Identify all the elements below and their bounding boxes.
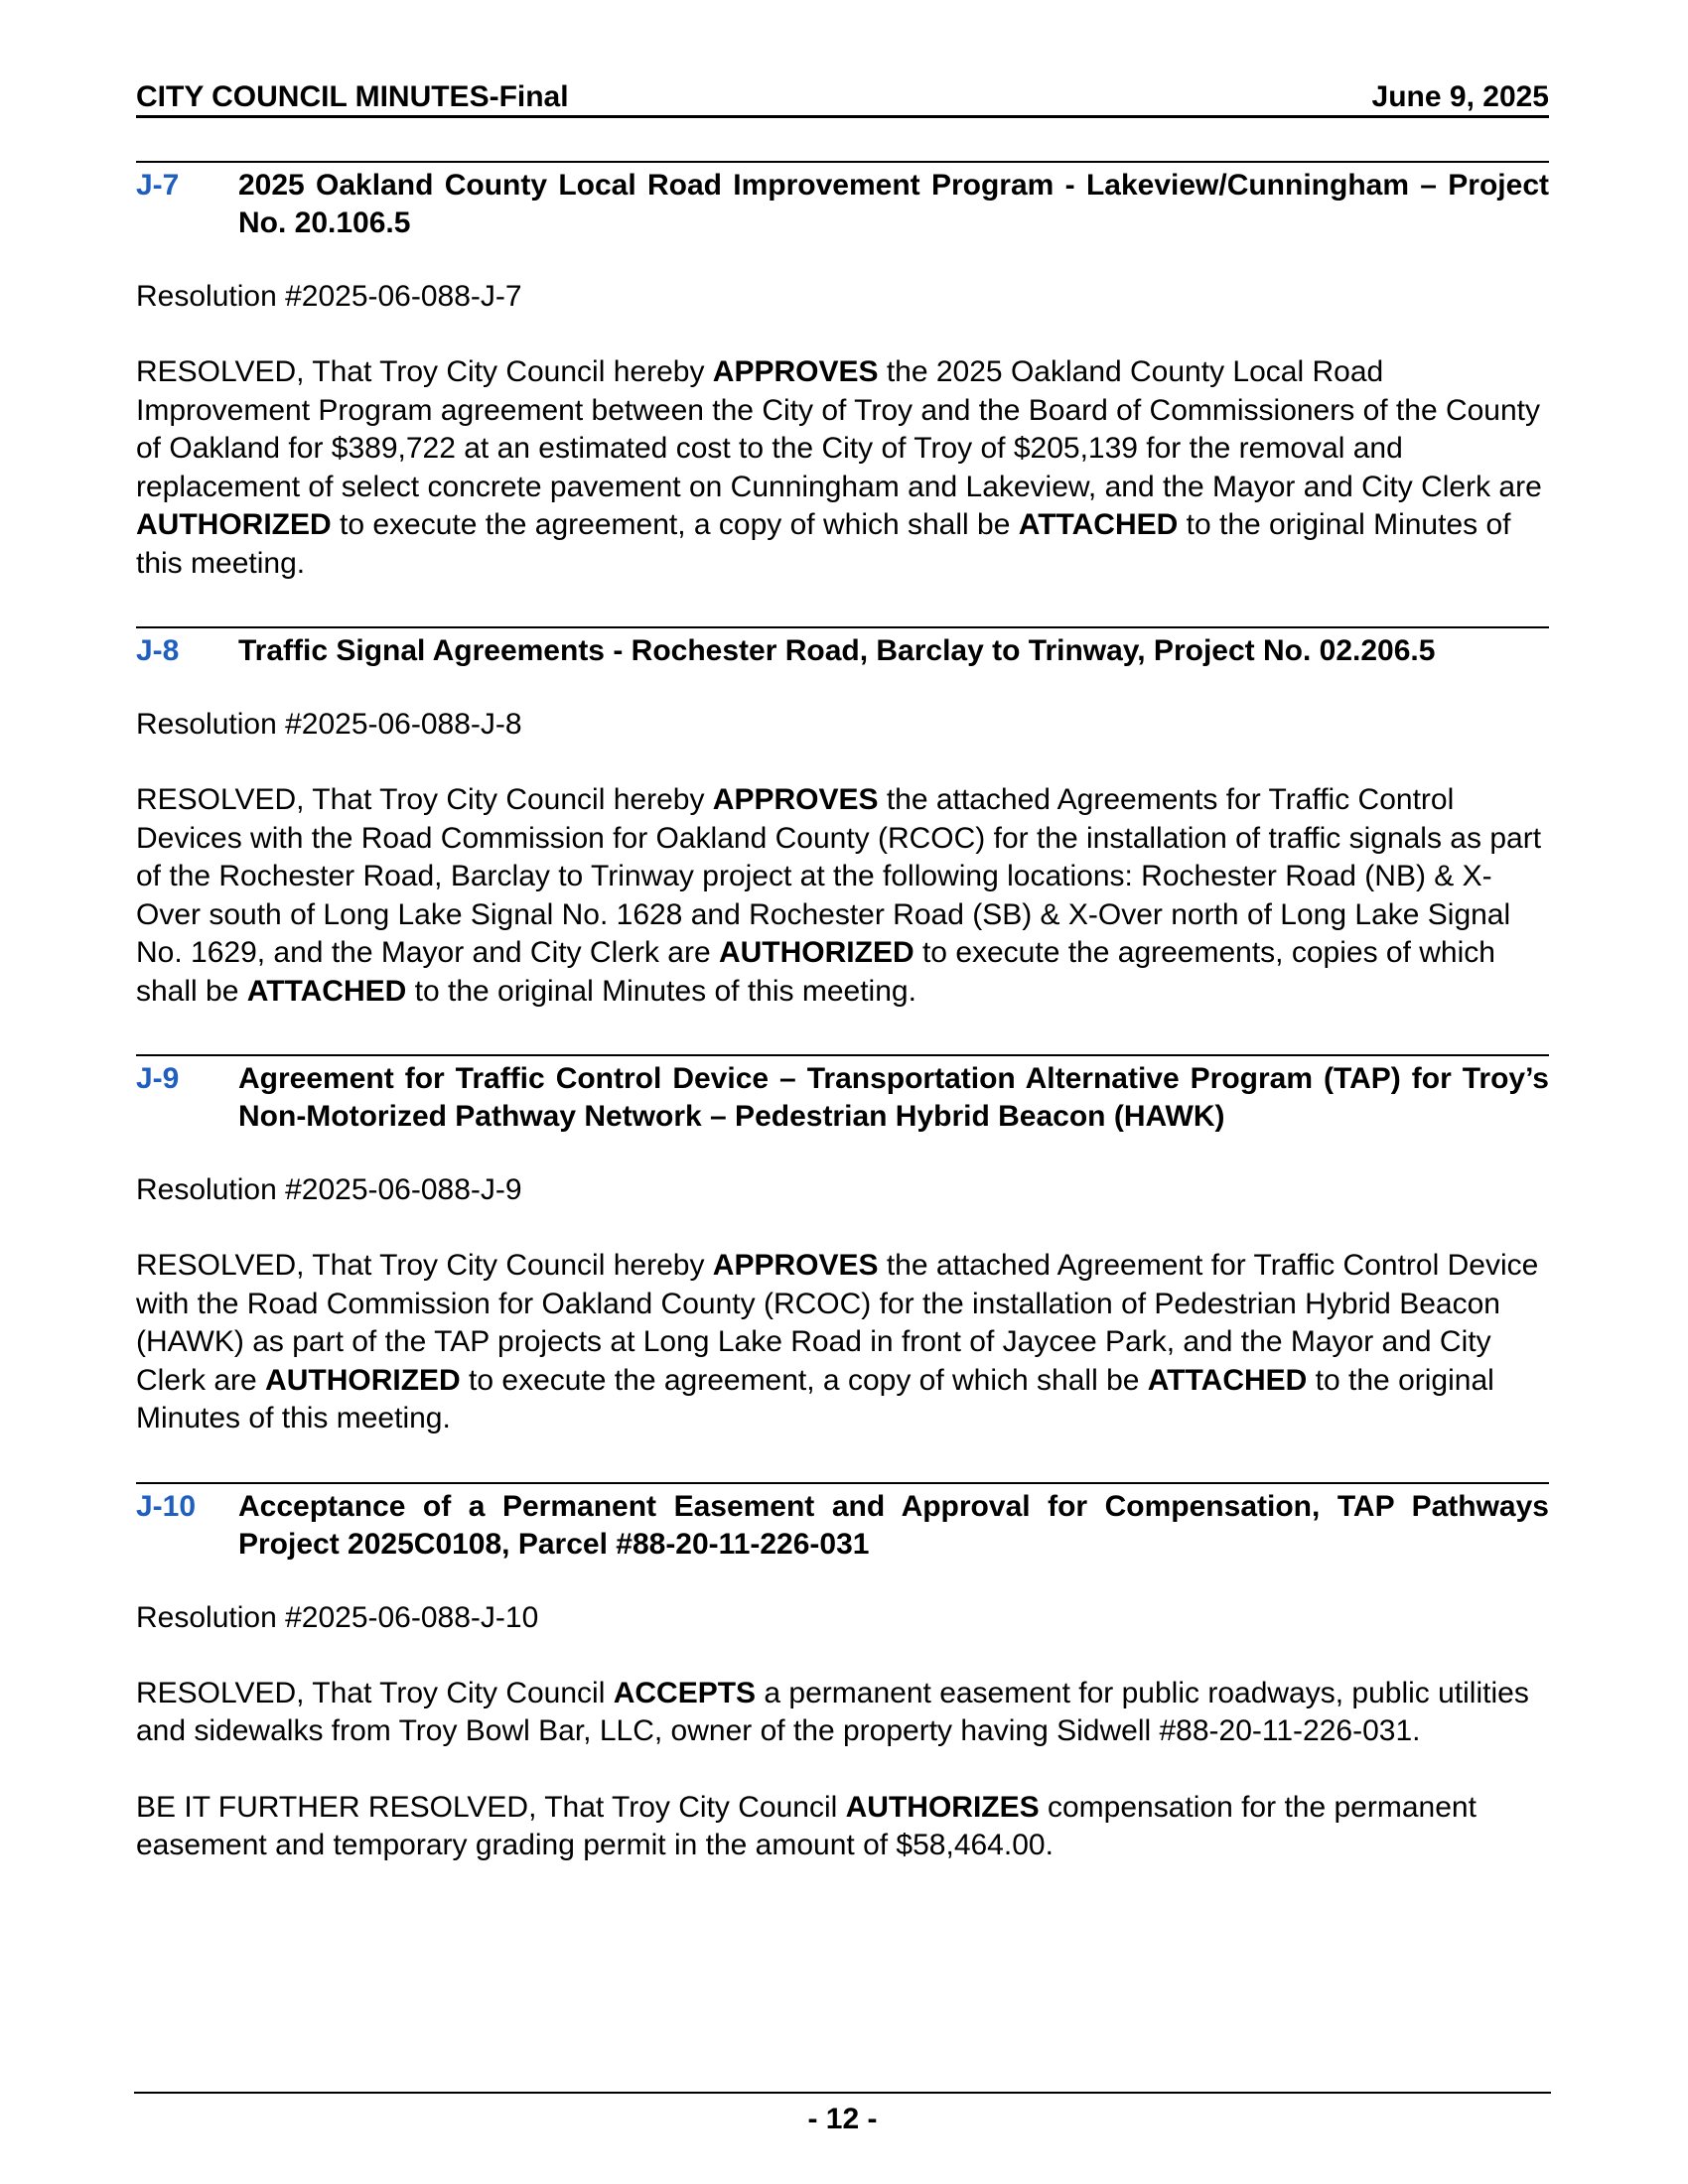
agenda-item-j9 [136, 1054, 1549, 1438]
resolution-text: RESOLVED, That Troy City Council ACCEPTS a permanent easement for public roadways, public utilities and sidewalks from Troy Bowl Bar, LLC, owner of the property having Sidwell #88-20-11-226-031. [136, 1676, 1529, 1747]
resolution-text: RESOLVED, That Troy City Council hereby APPROVES the attached Agreement for Traffic Control Device with the Road Commission for Oakland County (RCOC) for the installation of Pedestrian Hybrid Beacon (HAWK) as part of the TAP projects at Long Lake Road in front of Jaycee Park, and the Mayor and City Clerk are AUTHORIZED to execute the agreement, a copy of which shall be ATTACHED to the original Minutes of this meeting. [136, 1249, 1539, 1434]
agenda-item-j7 [136, 161, 1549, 583]
agenda-item-j8 [136, 626, 1549, 1011]
item-number: J-8 [136, 634, 180, 667]
header-title: CITY COUNCIL MINUTES-Final [136, 80, 569, 113]
footer-rule [134, 2092, 1551, 2094]
further-resolution-text: BE IT FURTHER RESOLVED, That Troy City Council AUTHORIZES compensation for the permanent easement and temporary grading permit in the amount of $58,464.00. [136, 1790, 1477, 1861]
page-number: - 12 - [807, 2103, 878, 2135]
item-number: J-7 [136, 169, 180, 202]
page-content [136, 79, 1549, 1865]
section-divider [136, 626, 1549, 628]
item-number: J-9 [136, 1062, 180, 1095]
resolution-text: RESOLVED, That Troy City Council hereby APPROVES the attached Agreements for Traffic Control Devices with the Road Commission for Oakland County (RCOC) for the installation of traffic signals as part of the Rochester Road, Barclay to Trinway project at the following locations: Rochester Road (NB) & X-Over south of Long Lake Signal No. 1628 and Rochester Road (SB) & X-Over north of Long Lake Signal No. 1629, and the Mayor and City Clerk are AUTHORIZED to execute the agreements, copies of which shall be ATTACHED to the original Minutes of this meeting. [136, 783, 1542, 1008]
section-divider [136, 1054, 1549, 1056]
page-header [136, 79, 1549, 115]
resolution-text: RESOLVED, That Troy City Council hereby APPROVES the 2025 Oakland County Local Road Improvement Program agreement between the City of Troy and the Board of Commissioners of the County of Oakland for $389,722 at an estimated cost to the City of Troy of $205,139 for the removal and replacement of select concrete pavement on Cunningham and Lakeview, and the Mayor and City Clerk are AUTHORIZED to execute the agreement, a copy of which shall be ATTACHED to the original Minutes of this meeting. [136, 355, 1542, 580]
header-date: June 9, 2025 [1371, 80, 1549, 113]
item-heading [136, 167, 1549, 242]
item-title: Agreement for Traffic Control Device – Transportation Alternative Program (TAP) for Troy’s Non-Motorized Pathway Network – Pedestrian Hybrid Beacon (HAWK) [238, 1062, 1549, 1133]
item-heading [136, 1060, 1549, 1136]
item-heading [136, 632, 1549, 670]
item-heading [136, 1488, 1549, 1564]
section-divider [136, 161, 1549, 163]
item-title: Acceptance of a Permanent Easement and Approval for Compensation, TAP Pathways Project 2025C0108, Parcel #88-20-11-226-031 [238, 1489, 1549, 1561]
item-number: J-10 [136, 1489, 197, 1523]
resolution-number: Resolution #2025-06-088-J-7 [136, 280, 522, 313]
section-divider [136, 1482, 1549, 1484]
resolution-number: Resolution #2025-06-088-J-9 [136, 1173, 522, 1206]
page-footer [134, 2092, 1551, 2137]
item-title: Traffic Signal Agreements - Rochester Road, Barclay to Trinway, Project No. 02.206.5 [238, 634, 1436, 667]
header-rule [136, 115, 1549, 118]
resolution-number: Resolution #2025-06-088-J-8 [136, 708, 522, 741]
resolution-number: Resolution #2025-06-088-J-10 [136, 1600, 539, 1634]
item-title: 2025 Oakland County Local Road Improvement Program - Lakeview/Cunningham – Project No. 20.106.5 [238, 169, 1549, 239]
agenda-item-j10 [136, 1482, 1549, 1865]
